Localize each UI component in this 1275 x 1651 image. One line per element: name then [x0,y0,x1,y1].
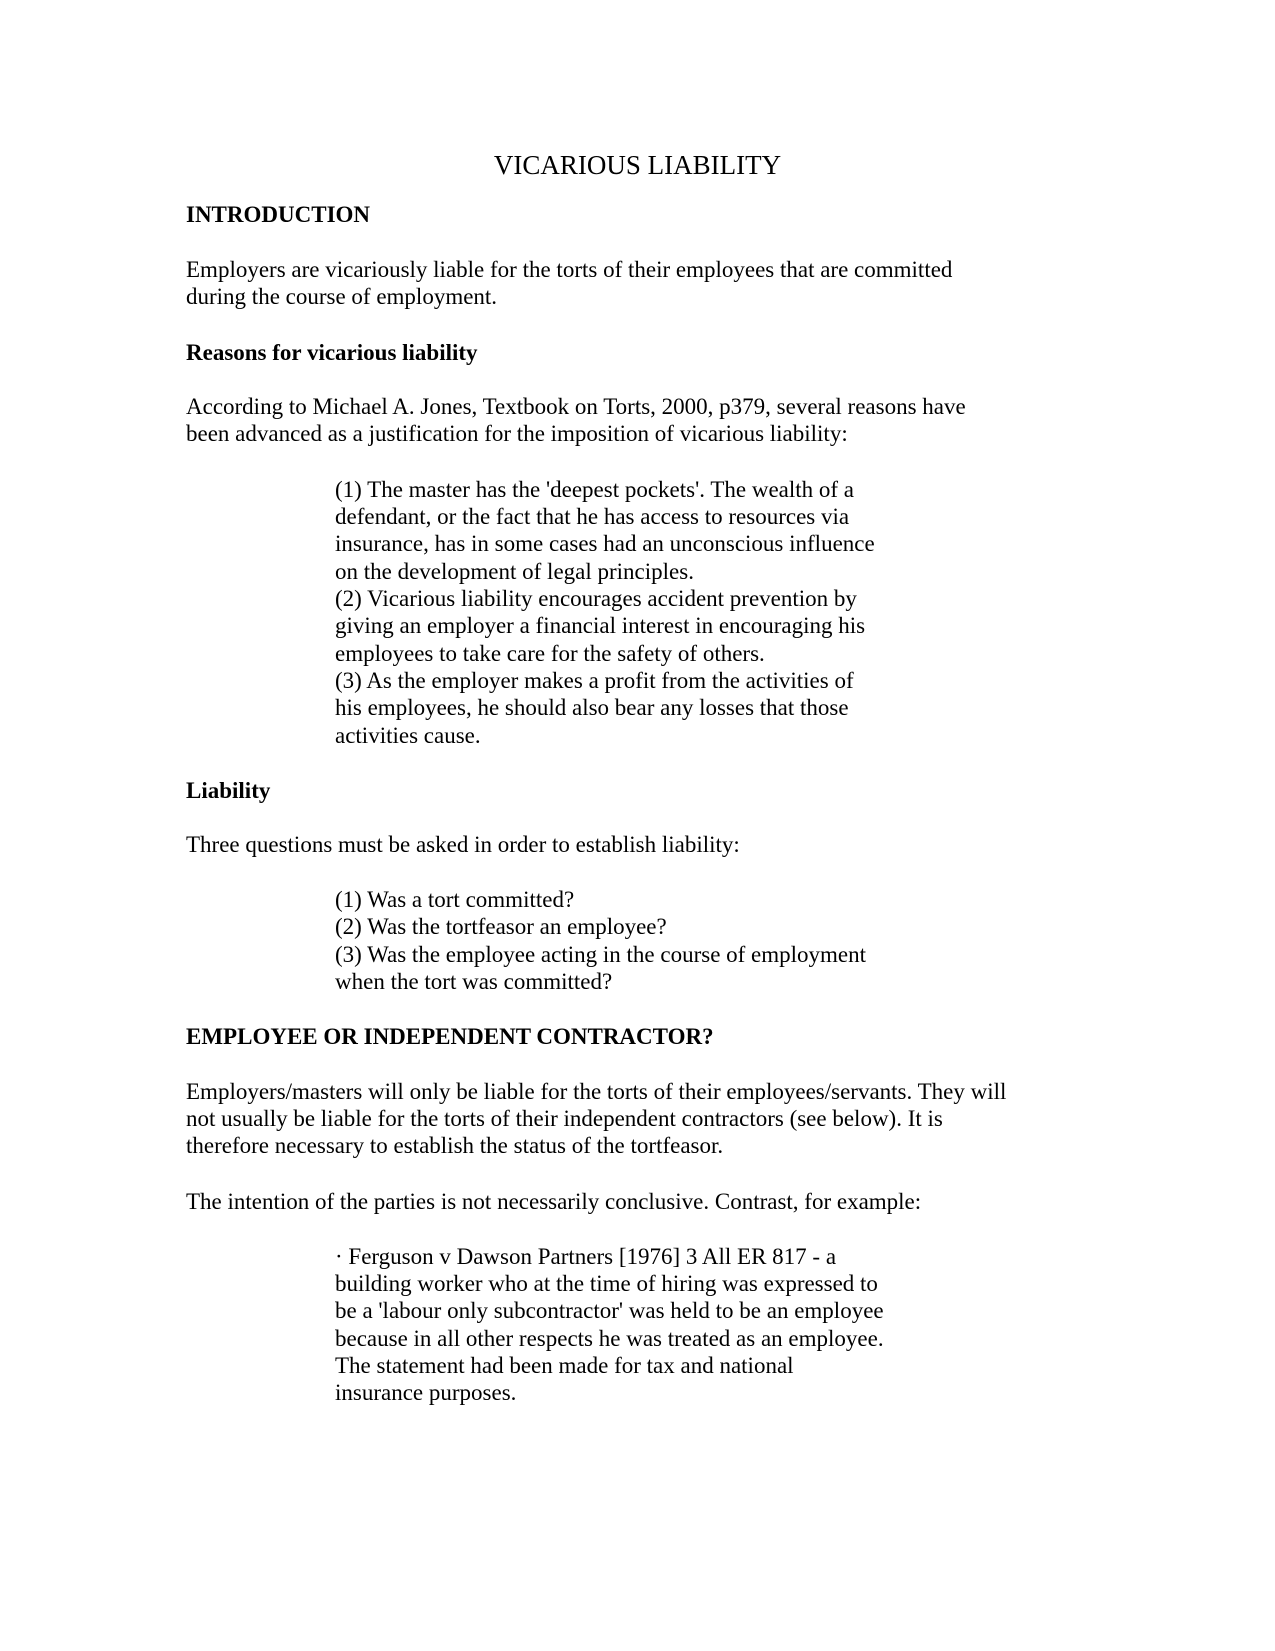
reasons-quote-line: employees to take care for the safety of others. [335,641,765,666]
employee-paragraph-line: Employers/masters will only be liable for the torts of their employees/servants. They will [186,1079,1007,1104]
employee-paragraph-line: therefore necessary to establish the status of the tortfeasor. [186,1133,724,1158]
case-quote-line: because in all other respects he was treated as an employee. [335,1326,884,1351]
liability-question-line: (2) Was the tortfeasor an employee? [335,914,667,939]
reasons-quote-line: insurance, has in some cases had an unconscious influence [335,531,875,556]
reasons-quote-line: (2) Vicarious liability encourages accident prevention by [335,586,857,611]
reasons-quote-line: (3) As the employer makes a profit from the activities of [335,668,854,693]
intro-paragraph-line: during the course of employment. [186,284,498,309]
intro-paragraph-line: Employers are vicariously liable for the torts of their employees that are committed [186,257,953,282]
reasons-paragraph-line: According to Michael A. Jones, Textbook on Torts, 2000, p379, several reasons have [186,394,966,419]
heading-reasons: Reasons for vicarious liability [186,340,478,365]
heading-liability: Liability [186,778,271,803]
heading-employee-or-contractor: EMPLOYEE OR INDEPENDENT CONTRACTOR? [186,1024,714,1049]
reasons-quote-line: giving an employer a financial interest in encouraging his [335,613,866,638]
reasons-quote-line: (1) The master has the 'deepest pockets'. The wealth of a [335,477,855,502]
case-quote-line: · Ferguson v Dawson Partners [1976] 3 All ER 817 - a [335,1244,837,1269]
case-quote-line: The statement had been made for tax and national [335,1353,794,1378]
liability-paragraph-line: Three questions must be asked in order to establish liability: [186,832,740,857]
reasons-quote-line: defendant, or the fact that he has access to resources via [335,504,850,529]
case-quote-line: insurance purposes. [335,1380,517,1405]
intention-paragraph-line: The intention of the parties is not necessarily conclusive. Contrast, for example: [186,1189,922,1214]
employee-paragraph-line: not usually be liable for the torts of their independent contractors (see below). It is [186,1106,943,1131]
reasons-quote-line: activities cause. [335,723,481,748]
case-quote-line: building worker who at the time of hiring was expressed to [335,1271,878,1296]
liability-question-line: when the tort was committed? [335,969,613,994]
case-quote-line: be a 'labour only subcontractor' was held to be an employee [335,1298,884,1323]
reasons-quote-line: his employees, he should also bear any losses that those [335,695,849,720]
liability-question-line: (1) Was a tort committed? [335,887,575,912]
heading-introduction: INTRODUCTION [186,202,371,227]
reasons-paragraph-line: been advanced as a justification for the imposition of vicarious liability: [186,421,848,446]
reasons-quote-line: on the development of legal principles. [335,559,694,584]
document-title: VICARIOUS LIABILITY [493,150,782,180]
liability-question-line: (3) Was the employee acting in the course of employment [335,942,867,967]
